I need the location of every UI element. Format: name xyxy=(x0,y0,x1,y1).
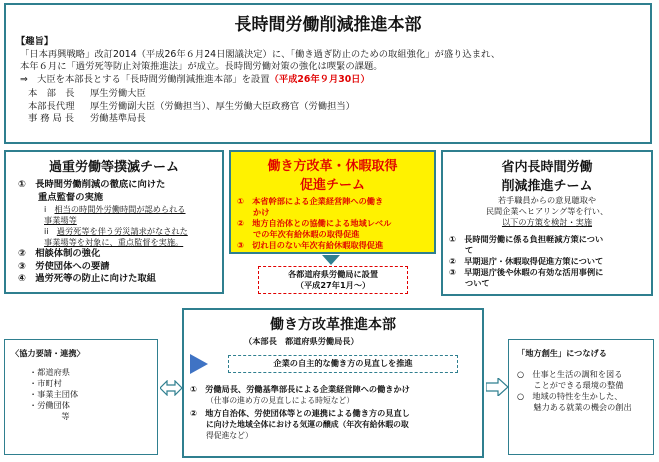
right-team-title-1: 省内長時間労働 xyxy=(501,160,593,175)
right-sub-3 xyxy=(443,217,651,228)
right-team-title-2: 削減推進チーム xyxy=(501,179,593,194)
right-sub-1: 若手職員からの意見聴取や xyxy=(497,195,597,205)
left-item-4 xyxy=(18,273,222,286)
bottom-center-banner xyxy=(228,355,458,373)
center-item-1-num: ① xyxy=(237,196,244,206)
bottom-right-title: 「地方創生」につなげる xyxy=(517,348,607,358)
left-sub-ii-num: ii xyxy=(44,226,49,236)
left-item-1b xyxy=(38,192,222,205)
bottom-center-item-2c-text: 得促進など） xyxy=(206,431,253,440)
center-item-1 xyxy=(237,196,434,207)
member-role-3: 事 務 局 長 xyxy=(28,113,75,124)
left-sub-ii-b xyxy=(44,237,222,248)
center-item-1b xyxy=(253,207,434,218)
member-role-2: 本部長代理 xyxy=(28,100,75,112)
right-item-3b-text: ついて xyxy=(465,278,490,288)
left-team-title: 過重労働等撲滅チーム xyxy=(48,160,179,175)
bottom-left-box xyxy=(4,339,158,455)
left-sub-i-text: 相当の時間外労働時間が認められる xyxy=(54,204,186,214)
left-item-4-text: 過労死等の防止に向けた取組 xyxy=(35,273,157,284)
left-sub-ii xyxy=(44,226,222,237)
bottom-center-banner-text: 企業の自主的な働き方の見直しを推進 xyxy=(273,358,413,368)
right-team-box xyxy=(441,150,653,296)
center-item-2b xyxy=(253,229,434,240)
bottom-center-sub: （本部長 都道府県労働局長） xyxy=(244,336,359,346)
top-line-3 xyxy=(20,74,650,87)
right-item-3-text: 早期退庁後や休暇の有効な活用事例に xyxy=(464,267,604,277)
banner-arrow-icon xyxy=(190,354,208,374)
bottom-right-item-2: ことができる環境の整備 xyxy=(517,380,624,390)
bottom-center-items xyxy=(190,384,478,441)
bottom-left-item-5: 等 xyxy=(45,411,70,421)
left-item-3-text: 労使団体への要請 xyxy=(35,260,110,272)
bottom-center-item-2b xyxy=(206,419,478,430)
center-item-2-num: ② xyxy=(237,218,244,228)
center-item-2b-text: での年次有給休暇の取得促進 xyxy=(253,229,360,239)
center-item-2-text: 地方自治体との協働による地域レベル xyxy=(252,218,392,228)
center-item-3-num: ③ xyxy=(237,240,244,250)
left-item-1-num: ① xyxy=(18,179,26,190)
center-team-title-1: 働き方改革・休暇取得 xyxy=(267,159,398,174)
bottom-center-title: 働き方改革推進本部 xyxy=(270,317,396,333)
left-item-2 xyxy=(18,248,222,261)
left-sub-ii-b-text: 事業場等を対象に、重点監督を実施。 xyxy=(44,237,184,247)
top-line-2: 本年６月に「過労死等防止対策推進法」が成立。長時間労働対策の強化は喫緊の課題。 xyxy=(20,61,383,72)
center-team-box xyxy=(229,150,436,254)
bottom-right-item-3: ○ 地域の特性を生かした、 xyxy=(517,391,623,401)
left-sub-i xyxy=(44,204,222,215)
center-item-1b-text: かけ xyxy=(253,207,270,217)
dashed-note-box xyxy=(258,266,408,294)
right-item-1b-text: て xyxy=(465,245,474,255)
left-item-1b-text: 重点監督の実施 xyxy=(38,191,104,203)
center-item-1-text: 本省幹部による企業経営陣への働き xyxy=(252,196,384,206)
bottom-center-item-1-text: 労働局長、労働基準部長による企業経営陣への働きかけ xyxy=(205,384,410,394)
bottom-left-item-4: ・労働団体 xyxy=(29,400,70,410)
member-name-2: 厚生労働副大臣（労働担当）、厚生労働大臣政務官（労働担当） xyxy=(90,100,355,112)
left-sub-i-b-text: 事業場等 xyxy=(44,215,77,225)
dashed-note-line-2: （平成27年1月～） xyxy=(295,280,371,290)
right-item-3 xyxy=(449,267,651,278)
right-item-2-text: 早期退庁・休暇取得促進方策について xyxy=(464,256,604,266)
member-name-3: 労働基準局長 xyxy=(90,113,146,124)
left-sub-i-b xyxy=(44,215,222,226)
member-row-3 xyxy=(28,113,650,126)
center-team-title-2: 促進チーム xyxy=(299,178,365,193)
center-down-arrow-icon xyxy=(322,255,340,265)
left-item-2-num: ② xyxy=(18,248,26,259)
bottom-center-item-1b-text: （仕事の進め方の見直しによる時短など） xyxy=(206,396,355,405)
right-sub-3-text: 以下の方策を検討・実施 xyxy=(501,217,593,227)
top-headquarters-box xyxy=(4,3,652,144)
top-line-3-text: ⇒ 大臣を本部長とする「長時間労働削減推進本部」を設置 xyxy=(20,73,270,85)
bottom-center-item-2c xyxy=(206,430,478,441)
bottom-center-item-2b-text: に向けた地域全体における気運の醸成（年次有給休暇の取 xyxy=(206,420,409,429)
right-item-1 xyxy=(449,234,651,245)
bottom-left-item-1: ・都道府県 xyxy=(29,367,70,377)
left-team-box xyxy=(4,150,224,294)
bottom-center-item-2 xyxy=(190,408,478,419)
left-sub-ii-text: 過労死等を伴う労災請求がなされた xyxy=(56,226,188,236)
left-item-3-num: ③ xyxy=(18,260,26,272)
left-double-arrow-icon xyxy=(160,380,182,396)
top-date: （平成26年９月30日） xyxy=(269,73,370,85)
left-item-3 xyxy=(18,261,222,274)
bottom-left-title: 〈協力要請・連携〉 xyxy=(11,348,85,358)
member-name-1: 厚生労働大臣 xyxy=(90,88,146,99)
center-item-2 xyxy=(237,218,434,229)
center-item-3-text: 切れ目のない年次有給休暇取得促進 xyxy=(252,240,384,250)
left-item-1-text: 長時間労働削減の徹底に向けた xyxy=(35,179,166,190)
center-item-3 xyxy=(237,240,434,251)
right-sub-2: 民間企業へヒアリング等を行い、 xyxy=(485,206,609,216)
bottom-left-item-3: ・事業主団体 xyxy=(29,389,79,399)
left-sub-i-num: i xyxy=(44,204,47,214)
member-row-2 xyxy=(28,101,650,114)
bottom-center-item-2-text: 地方自治体、労使団体等との連携による働き方の見直し xyxy=(205,408,410,418)
left-item-2-text: 相談体制の強化 xyxy=(35,248,101,259)
right-item-2 xyxy=(449,256,651,267)
top-title: 長時間労働削減推進本部 xyxy=(234,15,422,35)
bottom-center-box xyxy=(182,308,484,458)
bottom-center-item-1-num: ① xyxy=(190,384,197,394)
bottom-right-box xyxy=(508,339,654,455)
bottom-right-item-1: ○ 仕事と生活の調和を図る xyxy=(517,369,623,379)
top-heading: 【趣旨】 xyxy=(16,36,54,47)
right-arrow-icon xyxy=(486,378,508,396)
left-item-1 xyxy=(18,179,222,192)
member-row-1 xyxy=(28,88,650,101)
bottom-right-item-4: 魅力ある就業の機会の創出 xyxy=(517,402,632,412)
member-role-1: 本 部 長 xyxy=(28,88,75,99)
bottom-center-item-2-num: ② xyxy=(190,408,197,418)
right-item-1-text: 長時間労働に係る負担軽減方策につい xyxy=(464,234,604,244)
top-line-1: 「日本再興戦略」改訂2014（平成26年６月24日閣議決定）に、「働き過ぎ防止のための取組強化」が盛り込まれ、 xyxy=(20,48,501,60)
right-item-1-num: ① xyxy=(449,234,456,244)
bottom-center-item-1b xyxy=(206,395,478,406)
right-item-3b xyxy=(465,278,651,289)
dashed-note-line-1: 各都道府県労働局に設置 xyxy=(287,269,379,279)
right-item-1b xyxy=(465,245,651,256)
bottom-left-item-2: ・市町村 xyxy=(29,378,62,388)
left-item-4-num: ④ xyxy=(18,273,26,284)
bottom-center-item-1 xyxy=(190,384,478,395)
right-item-3-num: ③ xyxy=(449,267,456,277)
right-item-2-num: ② xyxy=(449,256,456,266)
